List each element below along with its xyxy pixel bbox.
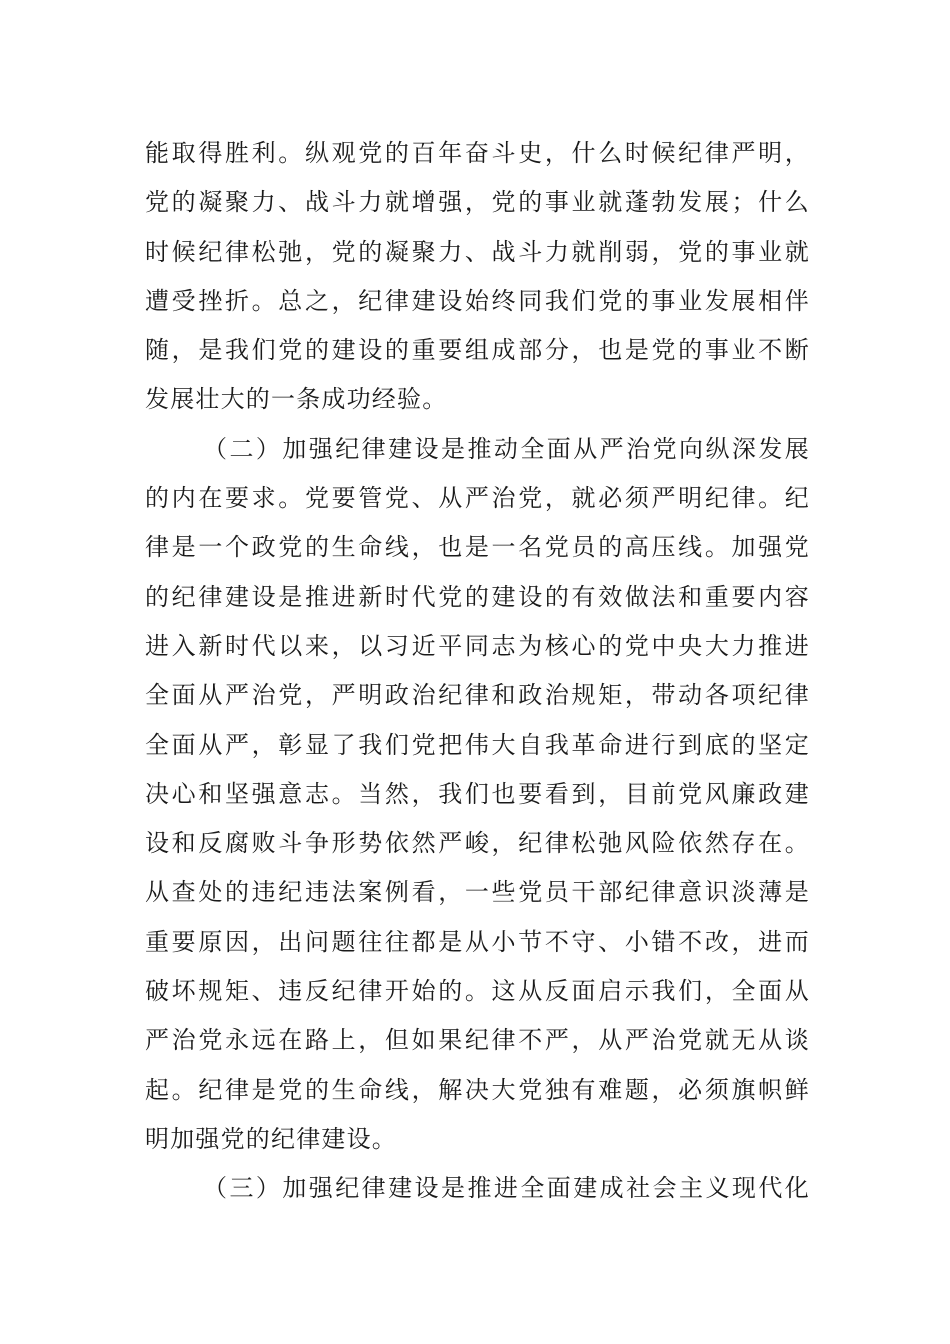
text-line: 明加强党的纪律建设。	[145, 1124, 397, 1153]
text-line: 的内在要求。党要管党、从严治党，就必须严明纪律。纪	[145, 484, 810, 513]
text-line: 发展壮大的一条成功经验。	[145, 385, 448, 414]
text-line: 严治党永远在路上，但如果纪律不严，从严治党就无从谈	[145, 1026, 810, 1055]
section-heading-line: （三）加强纪律建设是推进全面建成社会主义现代化	[203, 1174, 810, 1203]
text-line: 时候纪律松弛，党的凝聚力、战斗力就削弱，党的事业就	[145, 237, 810, 266]
text-line: 决心和坚强意志。当然，我们也要看到，目前党风廉政建	[145, 779, 810, 808]
text-line: 进入新时代以来，以习近平同志为核心的党中央大力推进	[145, 631, 810, 660]
text-line: 从查处的违纪违法案例看，一些党员干部纪律意识淡薄是	[145, 878, 810, 907]
text-line: 党的凝聚力、战斗力就增强，党的事业就蓬勃发展；什么	[145, 188, 810, 217]
text-line: 遭受挫折。总之，纪律建设始终同我们党的事业发展相伴	[145, 286, 810, 315]
text-line: 起。纪律是党的生命线，解决大党独有难题，必须旗帜鲜	[145, 1075, 810, 1104]
text-line: 律是一个政党的生命线，也是一名党员的高压线。加强党	[145, 533, 810, 562]
text-line: 全面从严，彰显了我们党把伟大自我革命进行到底的坚定	[145, 730, 810, 759]
text-line: 的纪律建设是推进新时代党的建设的有效做法和重要内容	[145, 582, 810, 611]
text-line: 全面从严治党，严明政治纪律和政治规矩，带动各项纪律	[145, 681, 810, 710]
text-line: 随，是我们党的建设的重要组成部分，也是党的事业不断	[145, 336, 810, 365]
text-line: 设和反腐败斗争形势依然严峻，纪律松弛风险依然存在。	[145, 829, 810, 858]
text-line: 破坏规矩、违反纪律开始的。这从反面启示我们，全面从	[145, 977, 810, 1006]
section-heading-line: （二）加强纪律建设是推动全面从严治党向纵深发展	[203, 434, 810, 463]
text-line: 能取得胜利。纵观党的百年奋斗史，什么时候纪律严明，	[145, 139, 810, 167]
text-line: 重要原因，出问题往往都是从小节不守、小错不改，进而	[145, 927, 810, 956]
body-text	[145, 129, 810, 1214]
